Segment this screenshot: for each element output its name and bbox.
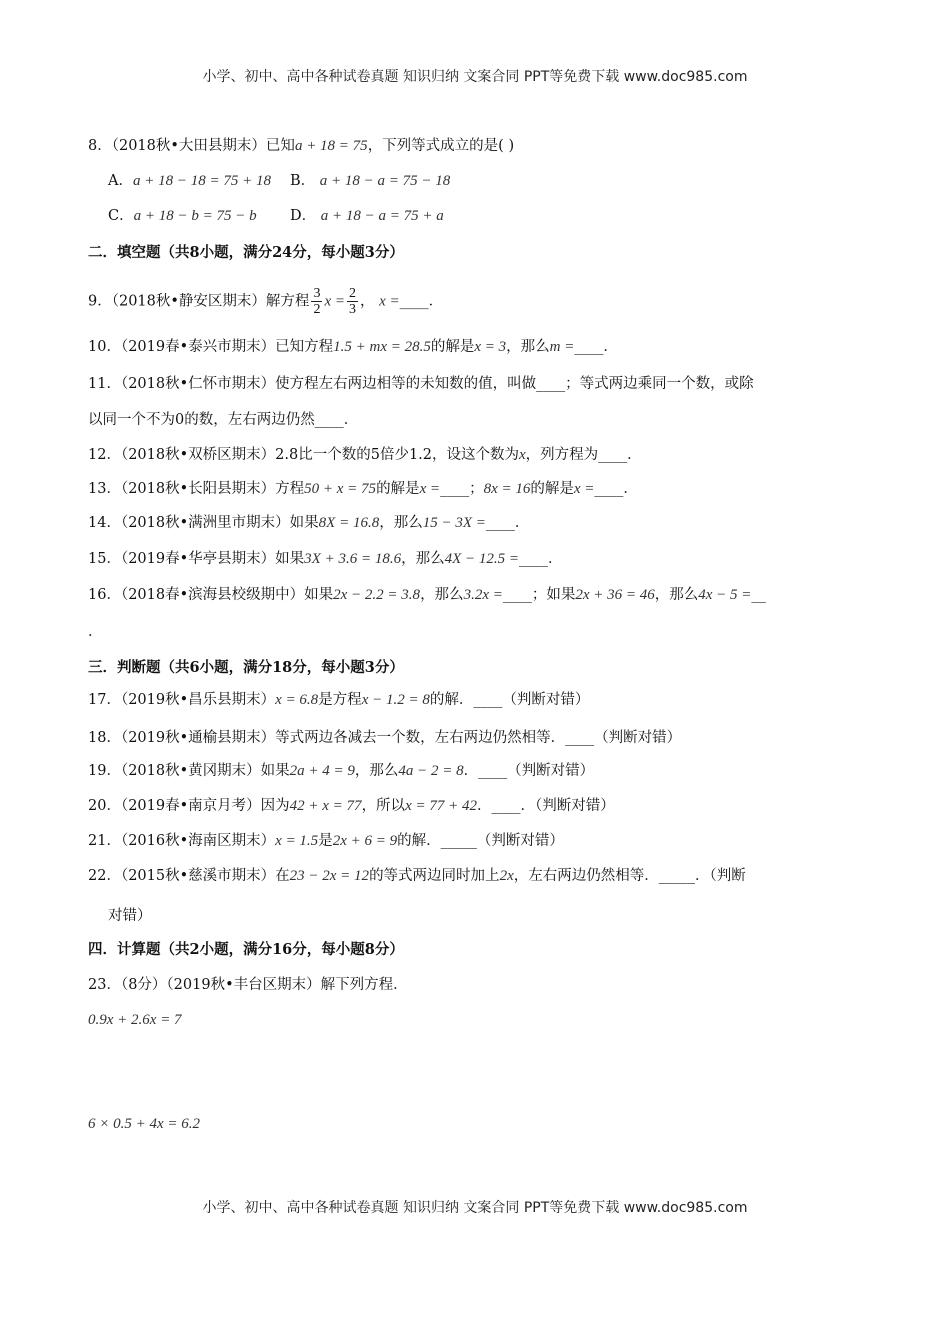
question-13	[88, 479, 638, 499]
question-9	[88, 286, 443, 317]
q9-f1-denominator: 2	[313, 302, 321, 317]
q8-option-d-row	[290, 206, 444, 226]
q15-eq2: 4X − 12.5 =	[444, 551, 519, 567]
q21-eq2: 2x + 6 = 9	[332, 833, 398, 849]
q14-mid: ，那么	[379, 515, 423, 531]
q13-var2: x =	[573, 481, 595, 497]
q9-fraction-2	[347, 286, 358, 317]
q19-eq2: 4a − 2 = 8	[398, 763, 464, 779]
q14-eq2: 15 − 3X =	[422, 515, 486, 531]
q16-eq1: 2x − 2.2 = 3.8	[333, 587, 421, 603]
q20-eq2: x = 77 + 42	[405, 798, 477, 814]
q16-eq4: 4x − 5 =	[698, 587, 752, 603]
q13-mid2: ____；	[440, 481, 484, 497]
q13-mid1: 的解是	[376, 481, 420, 497]
q10-blank: ____．	[574, 339, 618, 355]
q13-mid3: 的解是	[530, 481, 574, 497]
q14-eq1: 8X = 16.8	[318, 515, 380, 531]
question-20	[88, 796, 615, 816]
question-14	[88, 513, 529, 533]
q9-fraction-1	[311, 286, 322, 317]
q20-prefix: 20．（2019春•南京月考）因为	[88, 798, 290, 814]
q9-sep: ，	[359, 293, 375, 310]
question-22-line-2: 对错）	[108, 908, 152, 924]
question-22	[88, 866, 746, 886]
q8-equation: a + 18 = 75	[294, 138, 368, 154]
q8-prefix: 8．（2018秋•大田县期末）已知	[88, 138, 295, 154]
question-11-line-2: 以同一个不为0的数，左右两边仍然____．	[88, 412, 359, 428]
q19-eq1: 2a + 4 = 9	[289, 763, 355, 779]
q16-blank: __	[751, 587, 766, 603]
q10-mid: 的解是	[430, 339, 475, 355]
q22-prefix: 22．（2015秋•慈溪市期末）在	[88, 868, 290, 884]
q8-option-d-label: D．	[290, 208, 317, 224]
q16-eq3: 2x + 36 = 46	[575, 587, 655, 603]
q17-eq1: x = 6.8	[275, 692, 319, 708]
q21-eq1: x = 1.5	[275, 833, 319, 849]
question-21	[88, 831, 564, 851]
question-16	[88, 585, 766, 605]
q13-eq2: 8x = 16	[483, 481, 531, 497]
q15-eq1: 3X + 3.6 = 18.6	[304, 551, 402, 567]
q16-mid3: ，那么	[654, 587, 699, 603]
q14-blank: ____．	[485, 515, 530, 531]
q9-f2-denominator: 3	[348, 302, 356, 317]
q19-mid: ，那么	[354, 763, 399, 779]
q20-mid: ，所以	[361, 798, 406, 814]
q19-suffix: ．____（判断对错）	[463, 763, 595, 779]
q9-f2-numerator: 2	[348, 286, 356, 301]
section-4-title: 四．计算题（共2小题，满分16分，每小题8分）	[88, 941, 404, 958]
q8-option-a-label: A．	[108, 173, 133, 189]
q8-option-a: a + 18 − 18 = 75 + 18	[132, 173, 271, 189]
question-8	[88, 136, 514, 156]
q13-blank: ____．	[594, 481, 638, 497]
q16-mid1: ，那么	[420, 587, 464, 603]
q17-suffix: 的解．____（判断对错）	[429, 692, 590, 708]
q17-eq2: x − 1.2 = 8	[361, 692, 430, 708]
q8-suffix: ，下列等式成立的是( )	[367, 138, 515, 154]
q16-eq2: 3.2x =	[463, 587, 503, 603]
question-11-line-1: 11．（2018秋•仁怀市期末）使方程左右两边相等的未知数的值，叫做____；等式两边乘同一个数，或除	[88, 376, 754, 392]
q13-eq1: 50 + x = 75	[304, 481, 377, 497]
section-2-title: 二．填空题（共8小题，满分24分，每小题3分）	[88, 244, 404, 261]
q17-mid: 是方程	[318, 692, 362, 708]
q21-suffix: 的解．_____（判断对错）	[397, 833, 564, 849]
question-10	[88, 337, 618, 357]
q17-prefix: 17．（2019秋•昌乐县期末）	[88, 692, 276, 708]
q8-option-c: a + 18 − b = 75 − b	[133, 208, 257, 224]
q12-prefix: 12．（2018秋•双桥区期末）2.8比一个数的5倍少1.2，设这个数为	[88, 447, 519, 463]
q23-equation-2: 6 × 0.5 + 4x = 6.2	[88, 1116, 201, 1132]
q19-prefix: 19．（2018秋•黄冈期末）如果	[88, 763, 290, 779]
q16-trailing-dot: ．	[88, 624, 103, 640]
q8-option-d: a + 18 − a = 75 + a	[320, 208, 444, 224]
header-banner: 小学、初中、高中各种试卷真题 知识归纳 文案合同 PPT等免费下载 www.doc985.com	[202, 69, 748, 85]
q20-suffix: ．____．（判断对错）	[476, 798, 615, 814]
q21-mid: 是	[318, 833, 333, 849]
q10-prefix: 10．（2019春•泰兴市期末）已知方程	[88, 339, 334, 355]
q8-options-row-1	[108, 171, 271, 191]
q10-equation: 1.5 + mx = 28.5	[333, 339, 431, 355]
q9-f1-numerator: 3	[313, 286, 321, 301]
question-23: 23．（8分）（2019秋•丰台区期末）解下列方程．	[88, 977, 408, 993]
q10-mid2: ，那么	[506, 339, 550, 355]
q22-eq1: 23 − 2x = 12	[289, 868, 370, 884]
q22-eq2: 2x	[499, 868, 514, 884]
q23-equation-1: 0.9x + 2.6x = 7	[88, 1012, 182, 1028]
q8-option-b: a + 18 − a = 75 − 18	[319, 173, 451, 189]
q21-prefix: 21．（2016秋•海南区期末）	[88, 833, 276, 849]
q10-solution: x = 3	[474, 339, 507, 355]
q15-prefix: 15．（2019春•华亭县期末）如果	[88, 551, 305, 567]
q9-mid: x =	[324, 293, 345, 310]
q15-mid: ，那么	[401, 551, 445, 567]
question-15	[88, 549, 563, 569]
q15-blank: ____．	[519, 551, 563, 567]
q8-options-row-2	[108, 206, 257, 226]
q14-prefix: 14．（2018秋•满洲里市期末）如果	[88, 515, 319, 531]
q22-suffix: ，左右两边仍然相等．_____．（判断	[513, 868, 746, 884]
q9-prefix: 9．（2018秋•静安区期末）解方程	[88, 293, 310, 310]
q10-var: m =	[549, 339, 575, 355]
q13-var1: x =	[419, 481, 441, 497]
q8-option-c-label: C．	[108, 208, 134, 224]
q8-option-b-row	[290, 171, 450, 191]
q9-var: x =	[379, 293, 400, 310]
q16-prefix: 16．（2018春•滨海县校级期中）如果	[88, 587, 334, 603]
q12-suffix: ，列方程为____．	[525, 447, 642, 463]
q9-blank: ____．	[399, 293, 444, 310]
q8-option-b-label: B．	[290, 173, 316, 189]
question-12	[88, 445, 642, 465]
q22-mid: 的等式两边同时加上	[369, 868, 500, 884]
question-17	[88, 690, 589, 710]
footer-banner: 小学、初中、高中各种试卷真题 知识归纳 文案合同 PPT等免费下载 www.doc985.com	[202, 1200, 748, 1216]
q16-mid2: ____；如果	[502, 587, 576, 603]
q20-eq1: 42 + x = 77	[289, 798, 362, 814]
question-18: 18．（2019秋•通榆县期末）等式两边各减去一个数，左右两边仍然相等．____（判断对错）	[88, 730, 682, 746]
section-3-title: 三．判断题（共6小题，满分18分，每小题3分）	[88, 659, 404, 676]
q13-prefix: 13．（2018秋•长阳县期末）方程	[88, 481, 305, 497]
question-19	[88, 761, 594, 781]
q12-var: x	[519, 447, 526, 463]
